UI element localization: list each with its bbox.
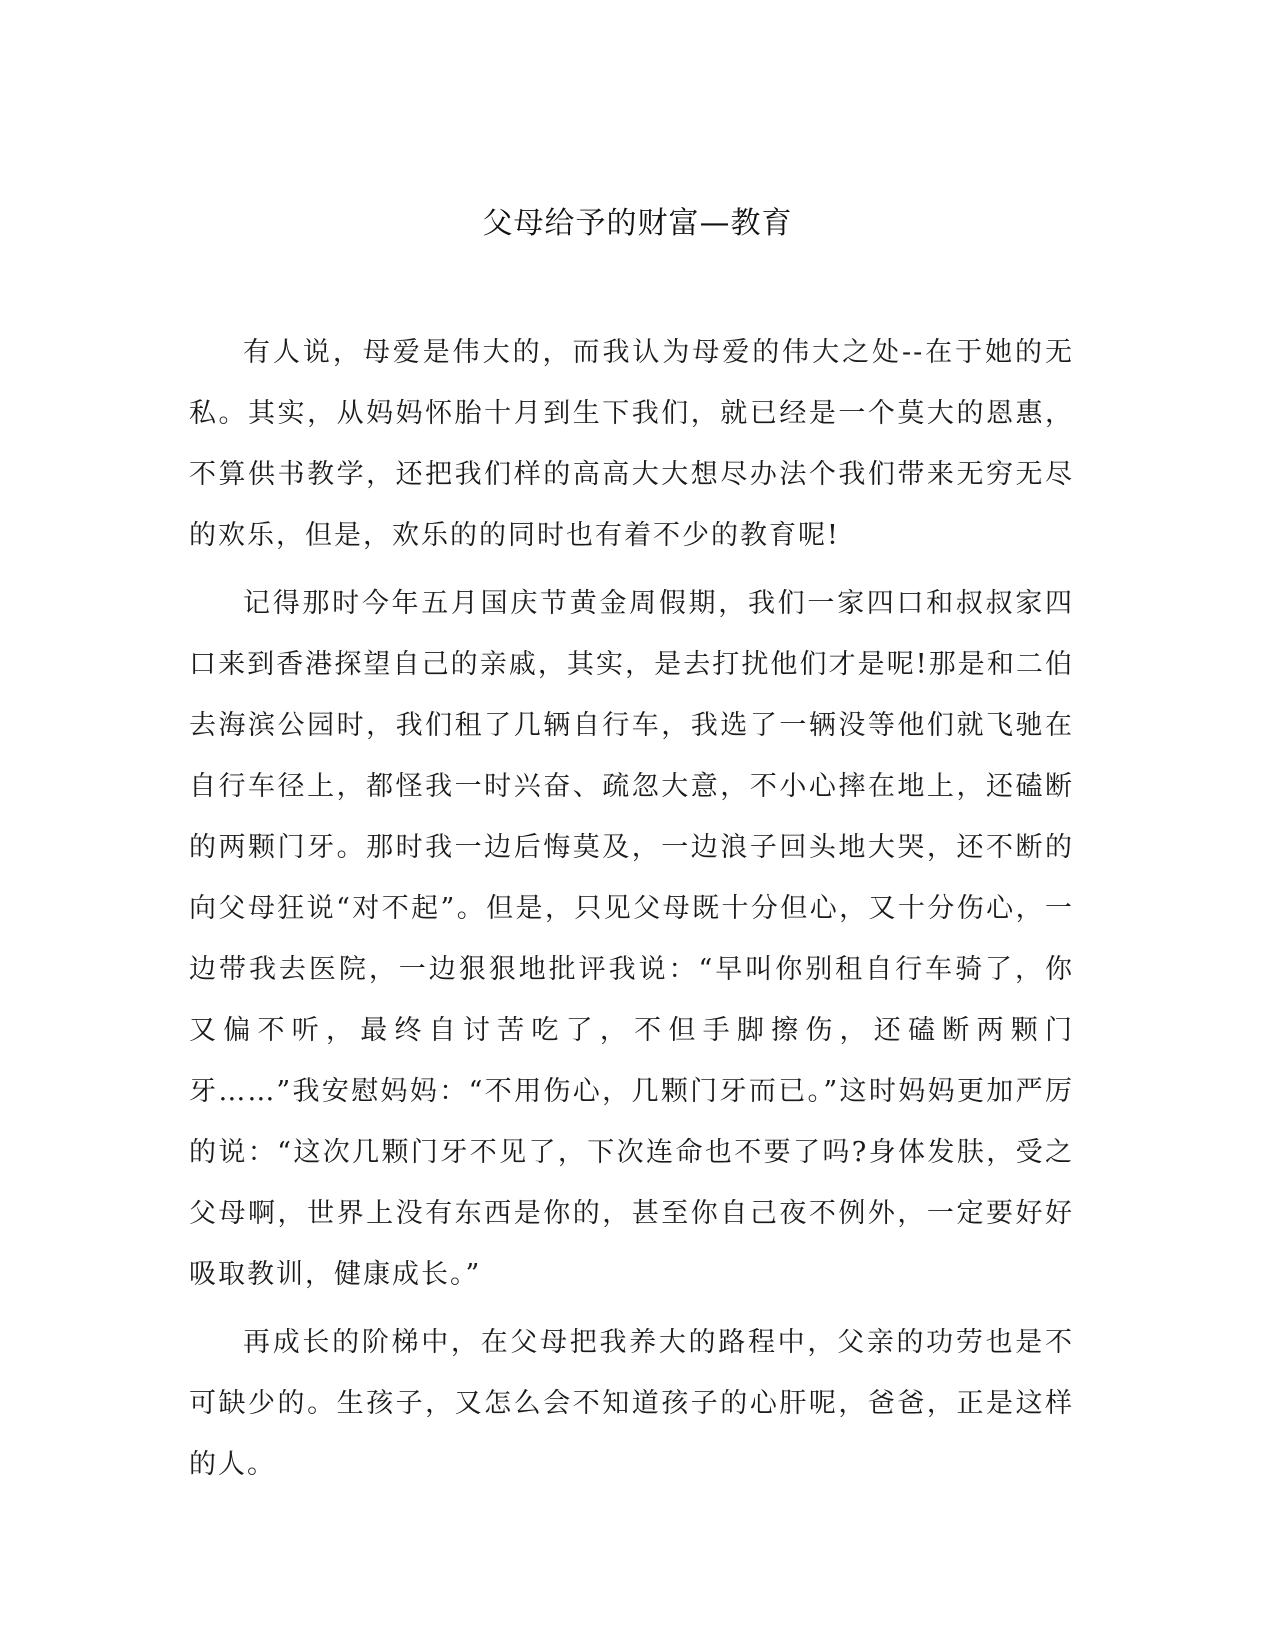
document-body — [189, 322, 1074, 1502]
paragraph-2: 记得那时今年五月国庆节黄金周假期，我们一家四口和叔叔家四口来到香港探望自己的亲戚，其实，是去打扰他们才是呢!那是和二伯去海滨公园时，我们租了几辆自行车，我选了一辆没等他们就飞驰在自行车径上，都怪我一时兴奋、疏忽大意，不小心摔在地上，还磕断的两颗门牙。那时我一边后悔莫及，一边浪子回头地大哭，还不断的向父母狂说“对不起”。但是，只见父母既十分但心，又十分伤心，一边带我去医院，一边狠狠地批评我说：“早叫你别租自行车骑了，你又偏不听，最终自讨苦吃了，不但手脚擦伤，还磕断两颗门牙……”我安慰妈妈：“不用伤心，几颗门牙而已。”这时妈妈更加严厉的说：“这次几颗门牙不见了，下次连命也不要了吗?身体发肤，受之父母啊，世界上没有东西是你的，甚至你自己夜不例外，一定要好好吸取教训，健康成长。” — [189, 588, 1074, 1290]
paragraph-1: 有人说，母爱是伟大的，而我认为母爱的伟大之处--在于她的无私。其实，从妈妈怀胎十月到生下我们，就已经是一个莫大的恩惠，不算供书教学，还把我们样的高高大大想尽办法个我们带来无穷无尽的欢乐，但是，欢乐的的同时也有着不少的教育呢! — [189, 337, 1074, 551]
document-title: 父母给予的财富—教育 — [482, 206, 793, 241]
paragraph-3: 再成长的阶梯中，在父母把我养大的路程中，父亲的功劳也是不可缺少的。生孩子，又怎么会不知道孩子的心肝呢，爸爸，正是这样的人。 — [189, 1327, 1074, 1480]
